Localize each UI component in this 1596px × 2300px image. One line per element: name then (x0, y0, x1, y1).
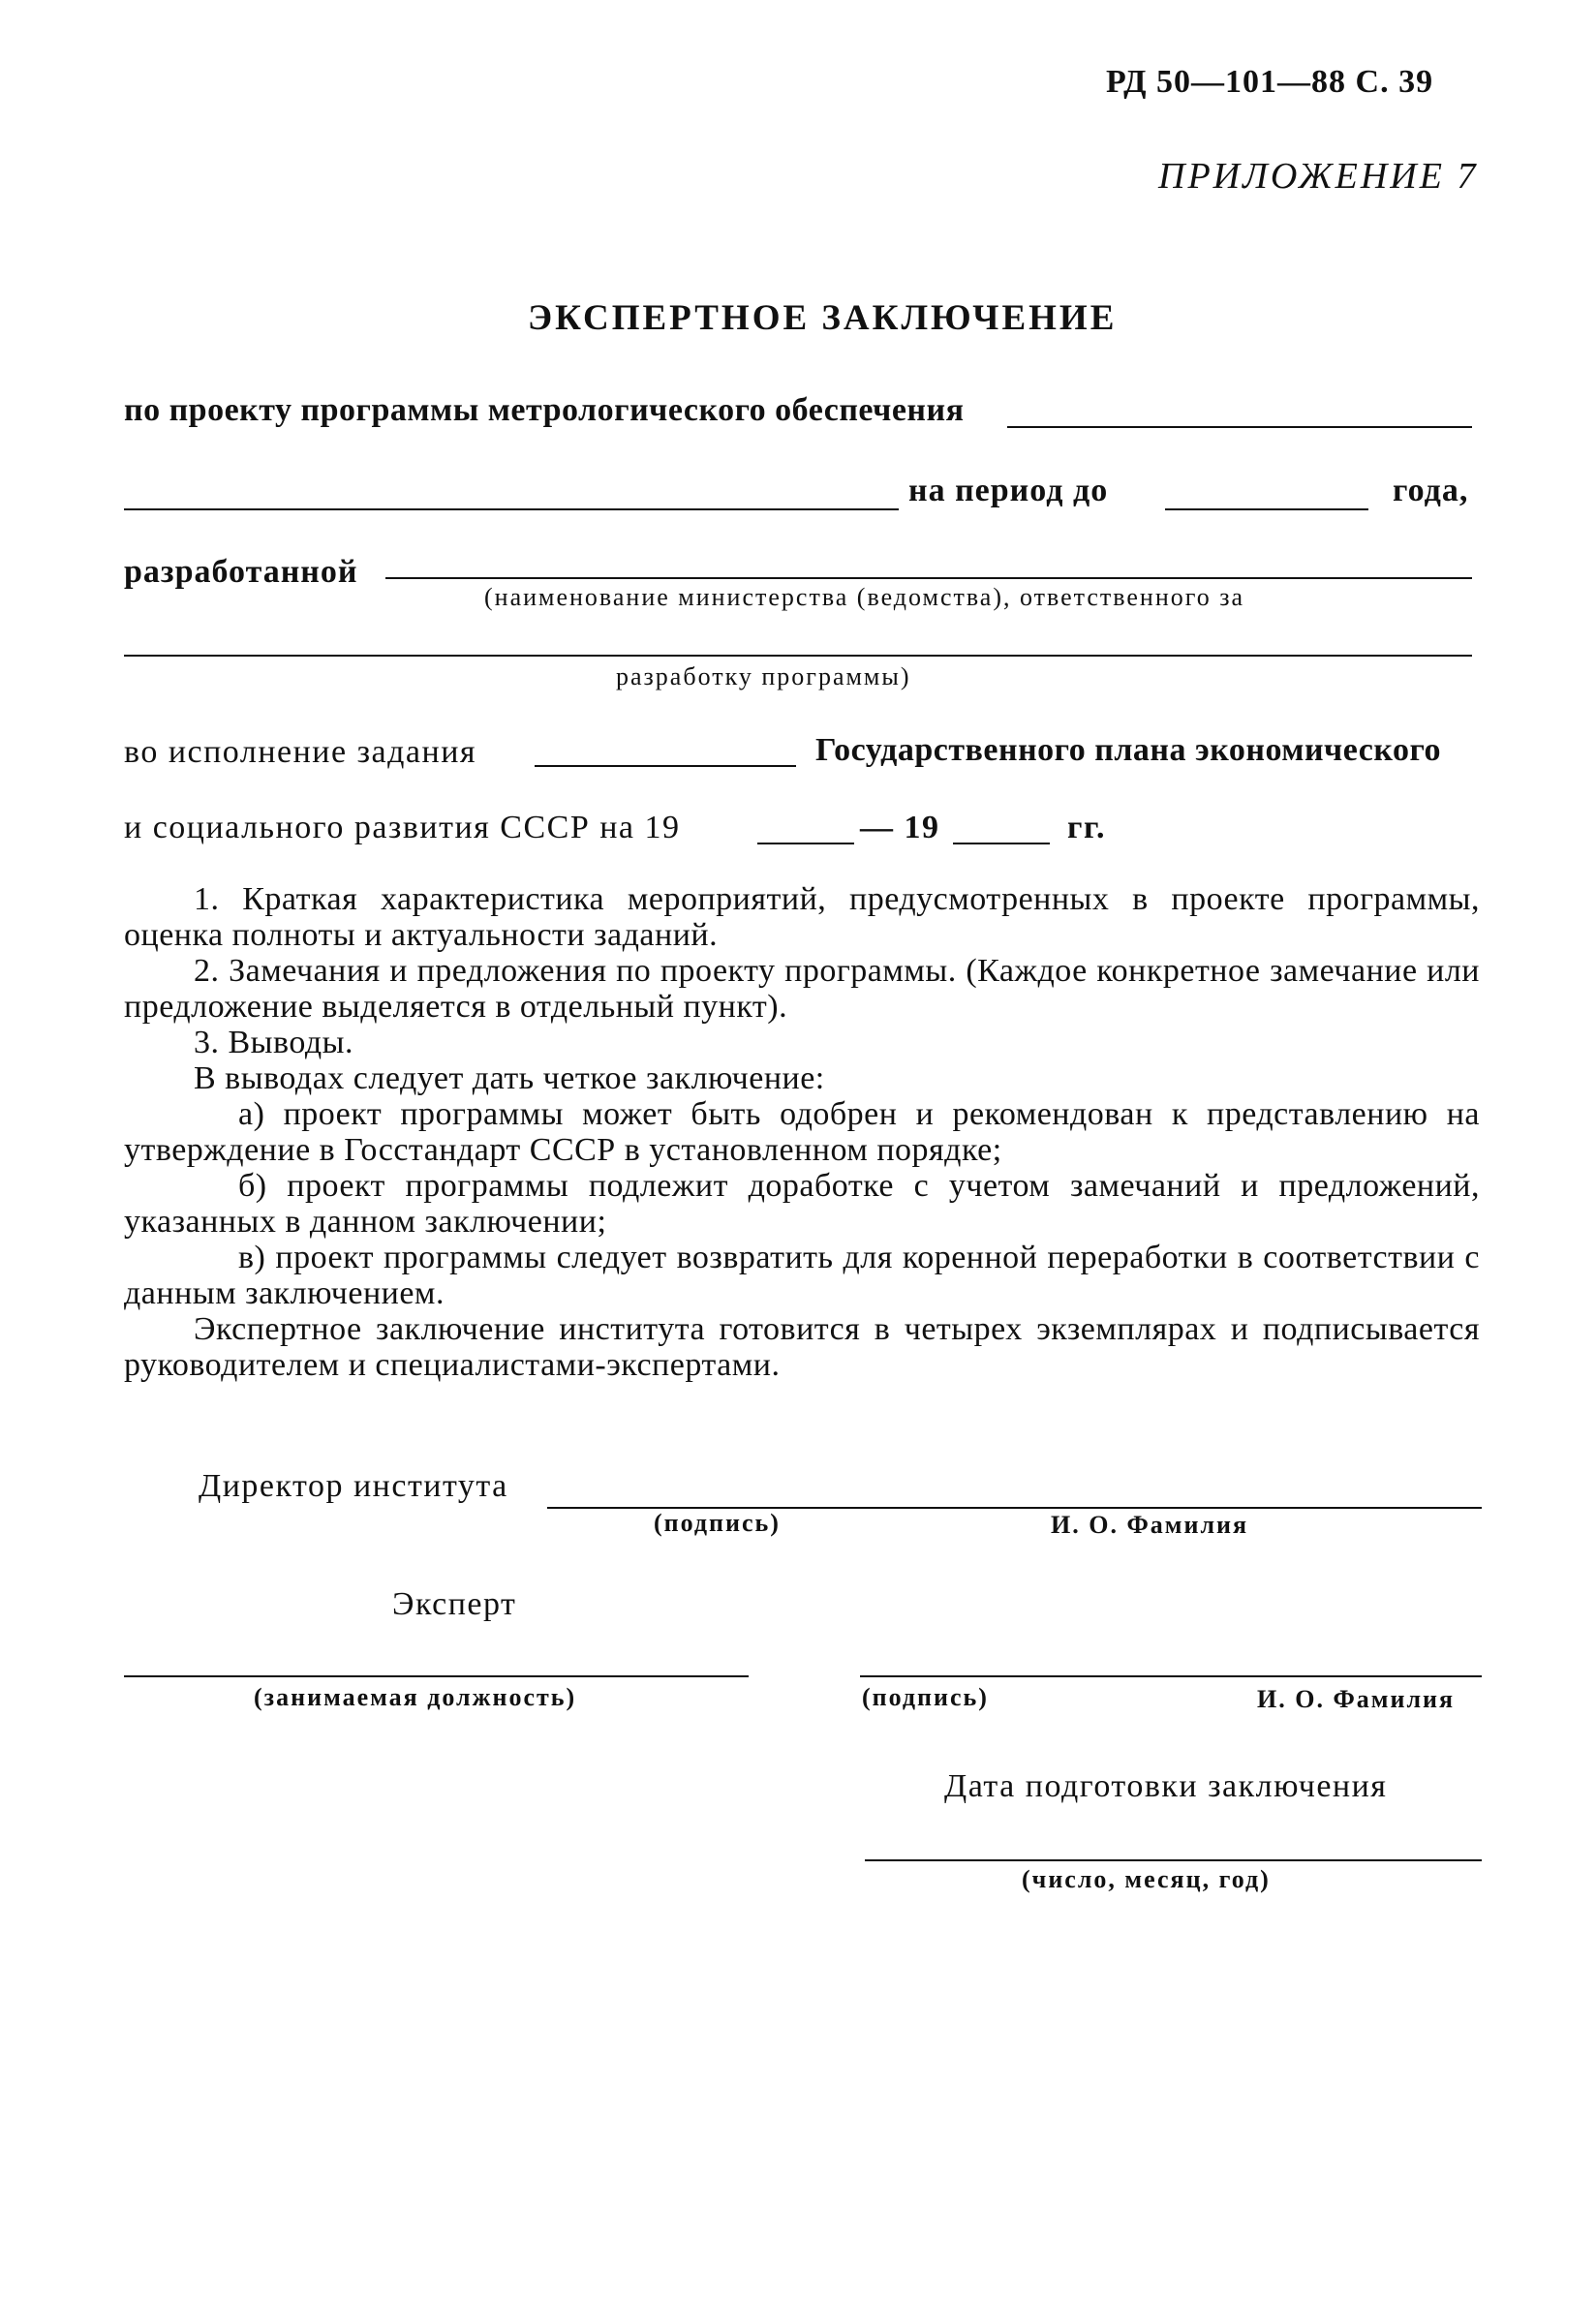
ministry-caption-continued: разработку программы) (616, 662, 911, 690)
director-label: Директор института (199, 1468, 508, 1504)
start-year-field (757, 843, 854, 844)
expert-name-caption: И. О. Фамилия (1257, 1685, 1456, 1713)
period-year-field (1165, 508, 1368, 510)
item-2: 2. Замечания и предложения по проекту программы. (Каждое конкретное замечание или предложение выделяется в отдельный пункт). (124, 953, 1480, 1025)
date-caption: (число, месяц, год) (1022, 1865, 1271, 1893)
director-name-caption: И. О. Фамилия (1051, 1511, 1249, 1539)
task-suffix: Государственного плана экономического (815, 732, 1442, 768)
option-b: б) проект программы подлежит доработке с учетом замечаний и предложений, указанных в данном заключении; (124, 1168, 1480, 1240)
year-dash: — 19 (860, 810, 940, 845)
ministry-caption: (наименование министерства (ведомства), ответственного за (484, 583, 1245, 611)
expert-position-field (124, 1675, 749, 1677)
page-title: ЭКСПЕРТНОЕ ЗАКЛЮЧЕНИЕ (528, 298, 1118, 338)
option-a: а) проект программы может быть одобрен и рекомендован к представлению на утверждение в Госстандарт СССР в установленном порядке; (124, 1096, 1480, 1168)
social-plan-label: и социального развития СССР на 19 (124, 810, 681, 845)
task-number-field (535, 765, 796, 767)
end-year-field (953, 843, 1050, 844)
instructions-body (124, 881, 1480, 1383)
document-reference: РД 50—101—88 С. 39 (1106, 64, 1434, 100)
developed-label: разработанной (124, 554, 358, 590)
years-abbreviation: гг. (1067, 810, 1107, 845)
expert-label: Эксперт (392, 1586, 517, 1622)
expert-signature-caption: (подпись) (862, 1683, 989, 1711)
task-label: во исполнение задания (124, 734, 477, 770)
director-signature-caption: (подпись) (654, 1509, 781, 1537)
date-field (865, 1859, 1482, 1861)
appendix-label: ПРИЛОЖЕНИЕ 7 (1158, 156, 1479, 197)
conclusions-intro: В выводах следует дать четкое заключение: (194, 1060, 825, 1096)
program-name-field-continued (124, 508, 899, 510)
date-label: Дата подготовки заключения (944, 1768, 1388, 1804)
expert-signature-field (860, 1675, 1482, 1677)
program-name-field (1007, 426, 1472, 428)
item-3: 3. Выводы. (194, 1025, 354, 1060)
option-v: в) проект программы следует возвратить для коренной переработки в соответствии с данным заключением. (124, 1240, 1480, 1311)
final-note: Экспертное заключение института готовится в четырех экземплярах и подписывается руководителем и специалистами-экспертами. (124, 1311, 1480, 1383)
period-label: на период до (908, 473, 1109, 508)
ministry-field (385, 577, 1472, 579)
ministry-field-continued (124, 655, 1472, 657)
year-label: года, (1393, 473, 1469, 508)
expert-position-caption: (занимаемая должность) (254, 1683, 577, 1711)
item-1: 1. Краткая характеристика мероприятий, предусмотренных в проекте программы, оценка полноты и актуальности заданий. (124, 881, 1480, 953)
program-label: по проекту программы метрологического обеспечения (124, 392, 965, 428)
